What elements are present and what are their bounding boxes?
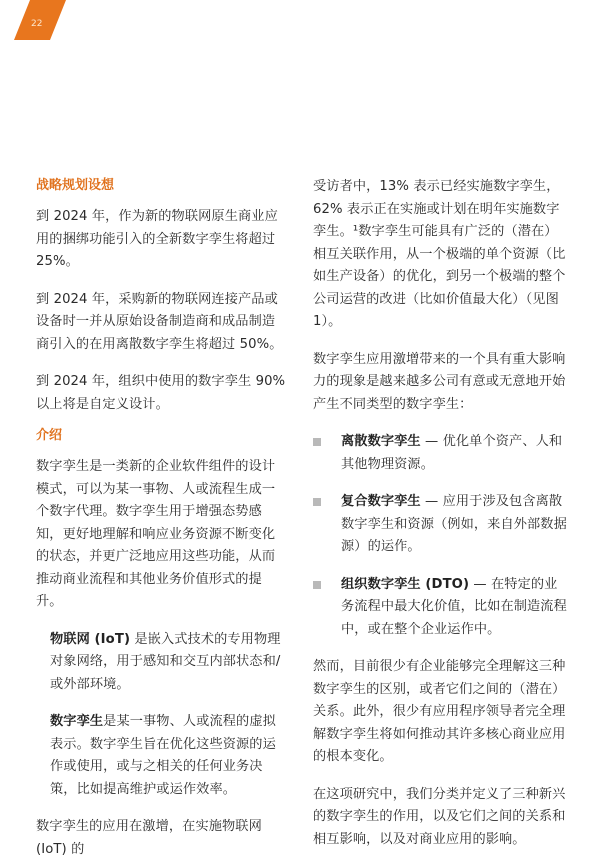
digital-twin-text: 是某一事物、人或流程的虚拟表示。数字孪生旨在优化这些资源的运作或使用，或与之相关的任何业务决策，比如提高维护或运作效率。 xyxy=(50,714,276,797)
iot-definition xyxy=(36,629,286,697)
composite-twin-text: — 应用于涉及包含离散数字孪生和资源（例如，来自外部数据源）的运作。 xyxy=(341,494,567,554)
bullet-square-icon xyxy=(313,498,321,506)
intro-heading: 介绍 xyxy=(36,428,63,443)
research-paragraph: 在这项研究中，我们分类并定义了三种新兴的数字孪生的作用，以及它们之间的关系和相互影响，以及对商业应用的影响。 xyxy=(313,786,566,847)
understanding-paragraph: 然而，目前很少有企业能够完全理解这三种数字孪生的区别，或者它们之间的（潜在）关系。此外，很少有应用程序领导者完全理解数字孪生将如何推动其许多核心商业应用的根本变化。 xyxy=(313,659,566,764)
discrete-twin-term: 离散数字孪生 xyxy=(341,434,421,449)
composite-twin-term: 复合数字孪生 xyxy=(341,494,421,509)
discrete-twin-text: — 优化单个资产、人和其他物理资源。 xyxy=(341,434,563,472)
bullet-square-icon xyxy=(313,438,321,446)
digital-twin-term: 数字孪生 xyxy=(50,714,104,729)
strategic-planning-heading: 战略规划设想 xyxy=(36,178,115,193)
stat-2: 到 2024 年，采购新的物联网连接产品或设备时一并从原始设备制造商和成品制造商引入的在用离散数字孪生将超过 50%。 xyxy=(36,291,283,352)
dto-term: 组织数字孪生 (DTO) xyxy=(341,576,470,592)
survey-paragraph: 受访者中，13% 表示已经实施数字孪生，62% 表示正在实施或计划在明年实施数字孪生。¹数字孪生可能具有广泛的（潜在）相互关联作用，从一个极端的单个资源（比如生产设备）的优化，到另一个极端的整个公司运营的改进（比如价值最大化）（见图 1）。 xyxy=(313,179,566,329)
page-number: 22 xyxy=(31,19,43,29)
iot-text: 是嵌入式技术的专用物理对象网络，用于感知和交互内部状态和/或外部环境。 xyxy=(50,631,281,692)
intro-paragraph: 数字孪生是一类新的企业软件组件的设计模式，可以为某一事物、人或流程生成一个数字代理。数字孪生用于增强态势感知，更好地理解和响应业务资源不断变化的状态，并更广泛地应用这些功能，从而推动商业流程和其他业务价值形式的提升。 xyxy=(36,459,276,609)
iot-term: 物联网 (IoT) xyxy=(50,631,131,647)
bullet-composite-twin xyxy=(313,491,567,559)
bullet-square-icon xyxy=(313,581,321,589)
dto-text: — 在特定的业务流程中最大化价值，比如在制造流程中，或在整个企业运作中。 xyxy=(341,576,567,637)
stat-3: 到 2024 年，组织中使用的数字孪生 90% 以上将是自定义设计。 xyxy=(36,374,286,412)
stat-1: 到 2024 年，作为新的物联网原生商业应用的捆绑功能引入的全新数字孪生将超过 25%。 xyxy=(36,209,278,269)
bullet-discrete-twin xyxy=(313,431,567,476)
digital-twin-definition xyxy=(36,711,286,801)
continuation-text: 数字孪生的应用在激增，在实施物联网 (IoT) 的 xyxy=(36,819,262,857)
right-column xyxy=(313,176,567,851)
bullet-dto xyxy=(313,574,567,642)
left-column xyxy=(36,176,286,861)
types-intro-paragraph: 数字孪生应用激增带来的一个具有重大影响力的现象是越来越多公司有意或无意地开始产生不同类型的数字孪生： xyxy=(313,351,566,412)
